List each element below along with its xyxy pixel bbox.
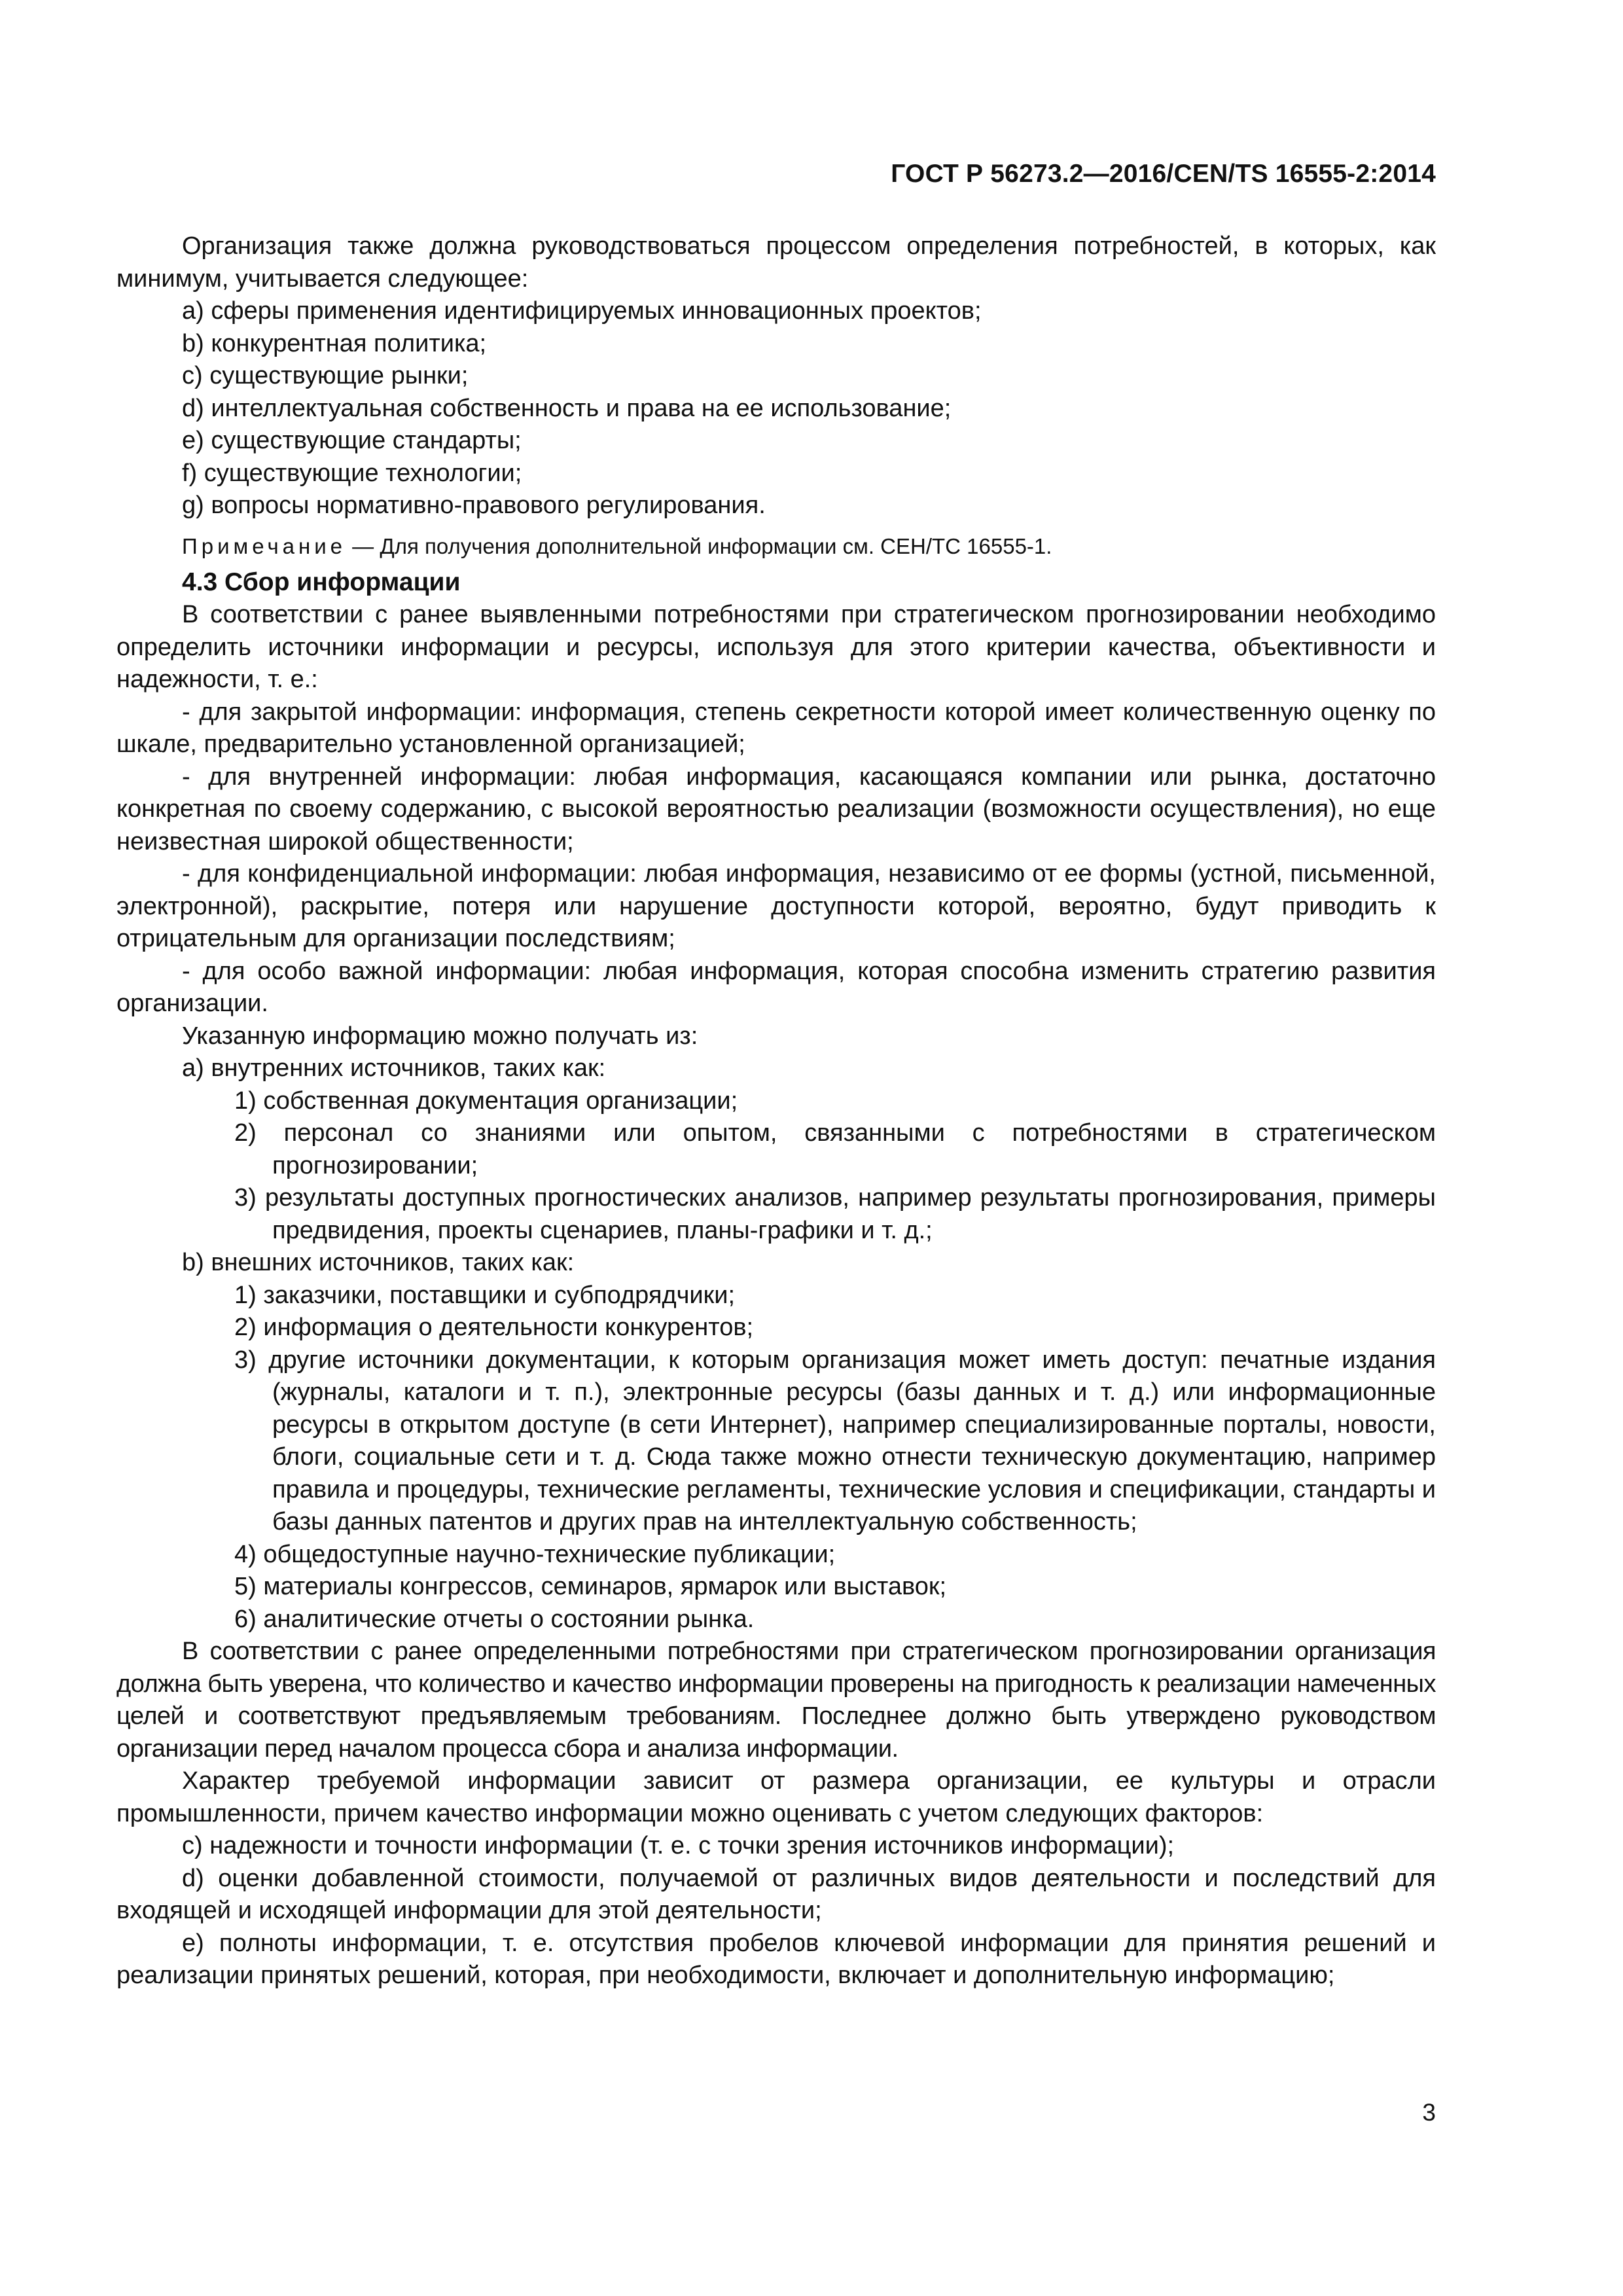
sources-intro: Указанную информацию можно получать из: bbox=[182, 1022, 698, 1050]
list-item: c) существующие рынки; bbox=[182, 362, 469, 389]
note-text: — Для получения дополнительной информации см. СЕН/ТС 16555-1. bbox=[346, 533, 1052, 558]
section-heading: 4.3 Сбор информации bbox=[182, 568, 461, 596]
document-code-header: ГОСТ Р 56273.2—2016/CEN/TS 16555-2:2014 bbox=[891, 160, 1436, 188]
list-item: e) существующие стандарты; bbox=[182, 427, 522, 454]
internal-sources-list bbox=[116, 1085, 1436, 1247]
dash-item: - для внутренней информации: любая информация, касающаяся компании или рынка, достаточно конкретная по своему содержанию, с высокой вероятностью реализации (возможности осуществления), но еще неизвестная широкой общественности; bbox=[116, 762, 1436, 855]
dash-item: - для особо важной информации: любая информация, которая способна изменить стратегию развития организации. bbox=[116, 957, 1436, 1017]
list-item: g) вопросы нормативно-правового регулирования. bbox=[182, 492, 766, 519]
external-sources-list bbox=[116, 1280, 1436, 1636]
needs-list bbox=[116, 295, 1436, 522]
factor-item: c) надежности и точности информации (т. е. с точки зрения источников информации); bbox=[182, 1832, 1175, 1859]
internal-sources-label: a) внутренних источников, таких как: bbox=[182, 1054, 606, 1082]
list-item: 3) другие источники документации, к которым организация может иметь доступ: печатные издания (журналы, каталоги и т. п.), электронные ресурсы (базы данных и т. д.) или информационные ресурсы в открытом доступе (в сети Интернет), например специализированные порталы, новости, блоги, социальные сети и т. д. Сюда также можно отнести техническую документацию, например правила и процедуры, технические регламенты, технические условия и спецификации, стандарты и базы данных патентов и других прав на интеллектуальную собственность; bbox=[234, 1346, 1436, 1535]
list-item: 2) информация о деятельности конкурентов; bbox=[234, 1314, 754, 1341]
document-page bbox=[116, 0, 1436, 2296]
note bbox=[116, 530, 1436, 563]
page-number: 3 bbox=[1422, 2099, 1436, 2126]
list-item: 1) заказчики, поставщики и субподрядчики; bbox=[234, 1281, 736, 1309]
list-item: b) конкурентная политика; bbox=[182, 329, 487, 357]
list-item: 6) аналитические отчеты о состоянии рынка. bbox=[234, 1605, 755, 1633]
list-item: 5) материалы конгрессов, семинаров, ярмарок или выставок; bbox=[234, 1573, 947, 1600]
list-item: 4) общедоступные научно-технические публикации; bbox=[234, 1540, 836, 1568]
section-paragraph: Характер требуемой информации зависит от размера организации, ее культуры и отрасли промышленности, причем качество информации можно оценивать с учетом следующих факторов: bbox=[116, 1767, 1436, 1827]
list-item: a) сферы применения идентифицируемых инновационных проектов; bbox=[182, 297, 982, 325]
dash-item: - для конфиденциальной информации: любая информация, независимо от ее формы (устной, письменной, электронной), раскрытие, потеря или нарушение доступности которой, вероятно, будут приводить к отрицательным для организации последствиям; bbox=[116, 860, 1436, 952]
factor-item: e) полноты информации, т. е. отсутствия пробелов ключевой информации для принятия решений и реализации принятых решений, которая, при необходимости, включает и дополнительную информацию; bbox=[116, 1929, 1436, 1989]
external-sources-label: b) внешних источников, таких как: bbox=[182, 1249, 575, 1276]
list-item: 2) персонал со знаниями или опытом, связанными с потребностями в стратегическом прогнозировании; bbox=[234, 1119, 1436, 1179]
section-paragraph: В соответствии с ранее выявленными потребностями при стратегическом прогнозировании необходимо определить источники информации и ресурсы, используя для этого критерии качества, объективности и надежности, т. е.: bbox=[116, 601, 1436, 693]
list-item: 3) результаты доступных прогностических анализов, например результаты прогнозирования, примеры предвидения, проекты сценариев, планы-графики и т. д.; bbox=[234, 1184, 1436, 1244]
section-paragraph: В соответствии с ранее определенными потребностями при стратегическом прогнозировании организация должна быть уверена, что количество и качество информации проверены на пригодность к реализации намеченных целей и соответствуют предъявляемым требованиям. Последнее должно быть утверждено руководством организации перед началом процесса сбора и анализа информации. bbox=[116, 1638, 1436, 1763]
list-item: f) существующие технологии; bbox=[182, 459, 522, 487]
note-label: Примечание bbox=[182, 533, 347, 558]
list-item: 1) собственная документация организации; bbox=[234, 1086, 738, 1115]
document-body bbox=[116, 230, 1436, 1992]
list-item: d) интеллектуальная собственность и права на ее использование; bbox=[182, 394, 952, 422]
intro-paragraph: Организация также должна руководствоваться процессом определения потребностей, в которых, как минимум, учитывается следующее: bbox=[116, 232, 1436, 293]
dash-item: - для закрытой информации: информация, степень секретности которой имеет количественную оценку по шкале, предварительно установленной организацией; bbox=[116, 698, 1436, 758]
factor-item: d) оценки добавленной стоимости, получаемой от различных видов деятельности и последствий для входящей и исходящей информации для этой деятельности; bbox=[116, 1864, 1436, 1924]
